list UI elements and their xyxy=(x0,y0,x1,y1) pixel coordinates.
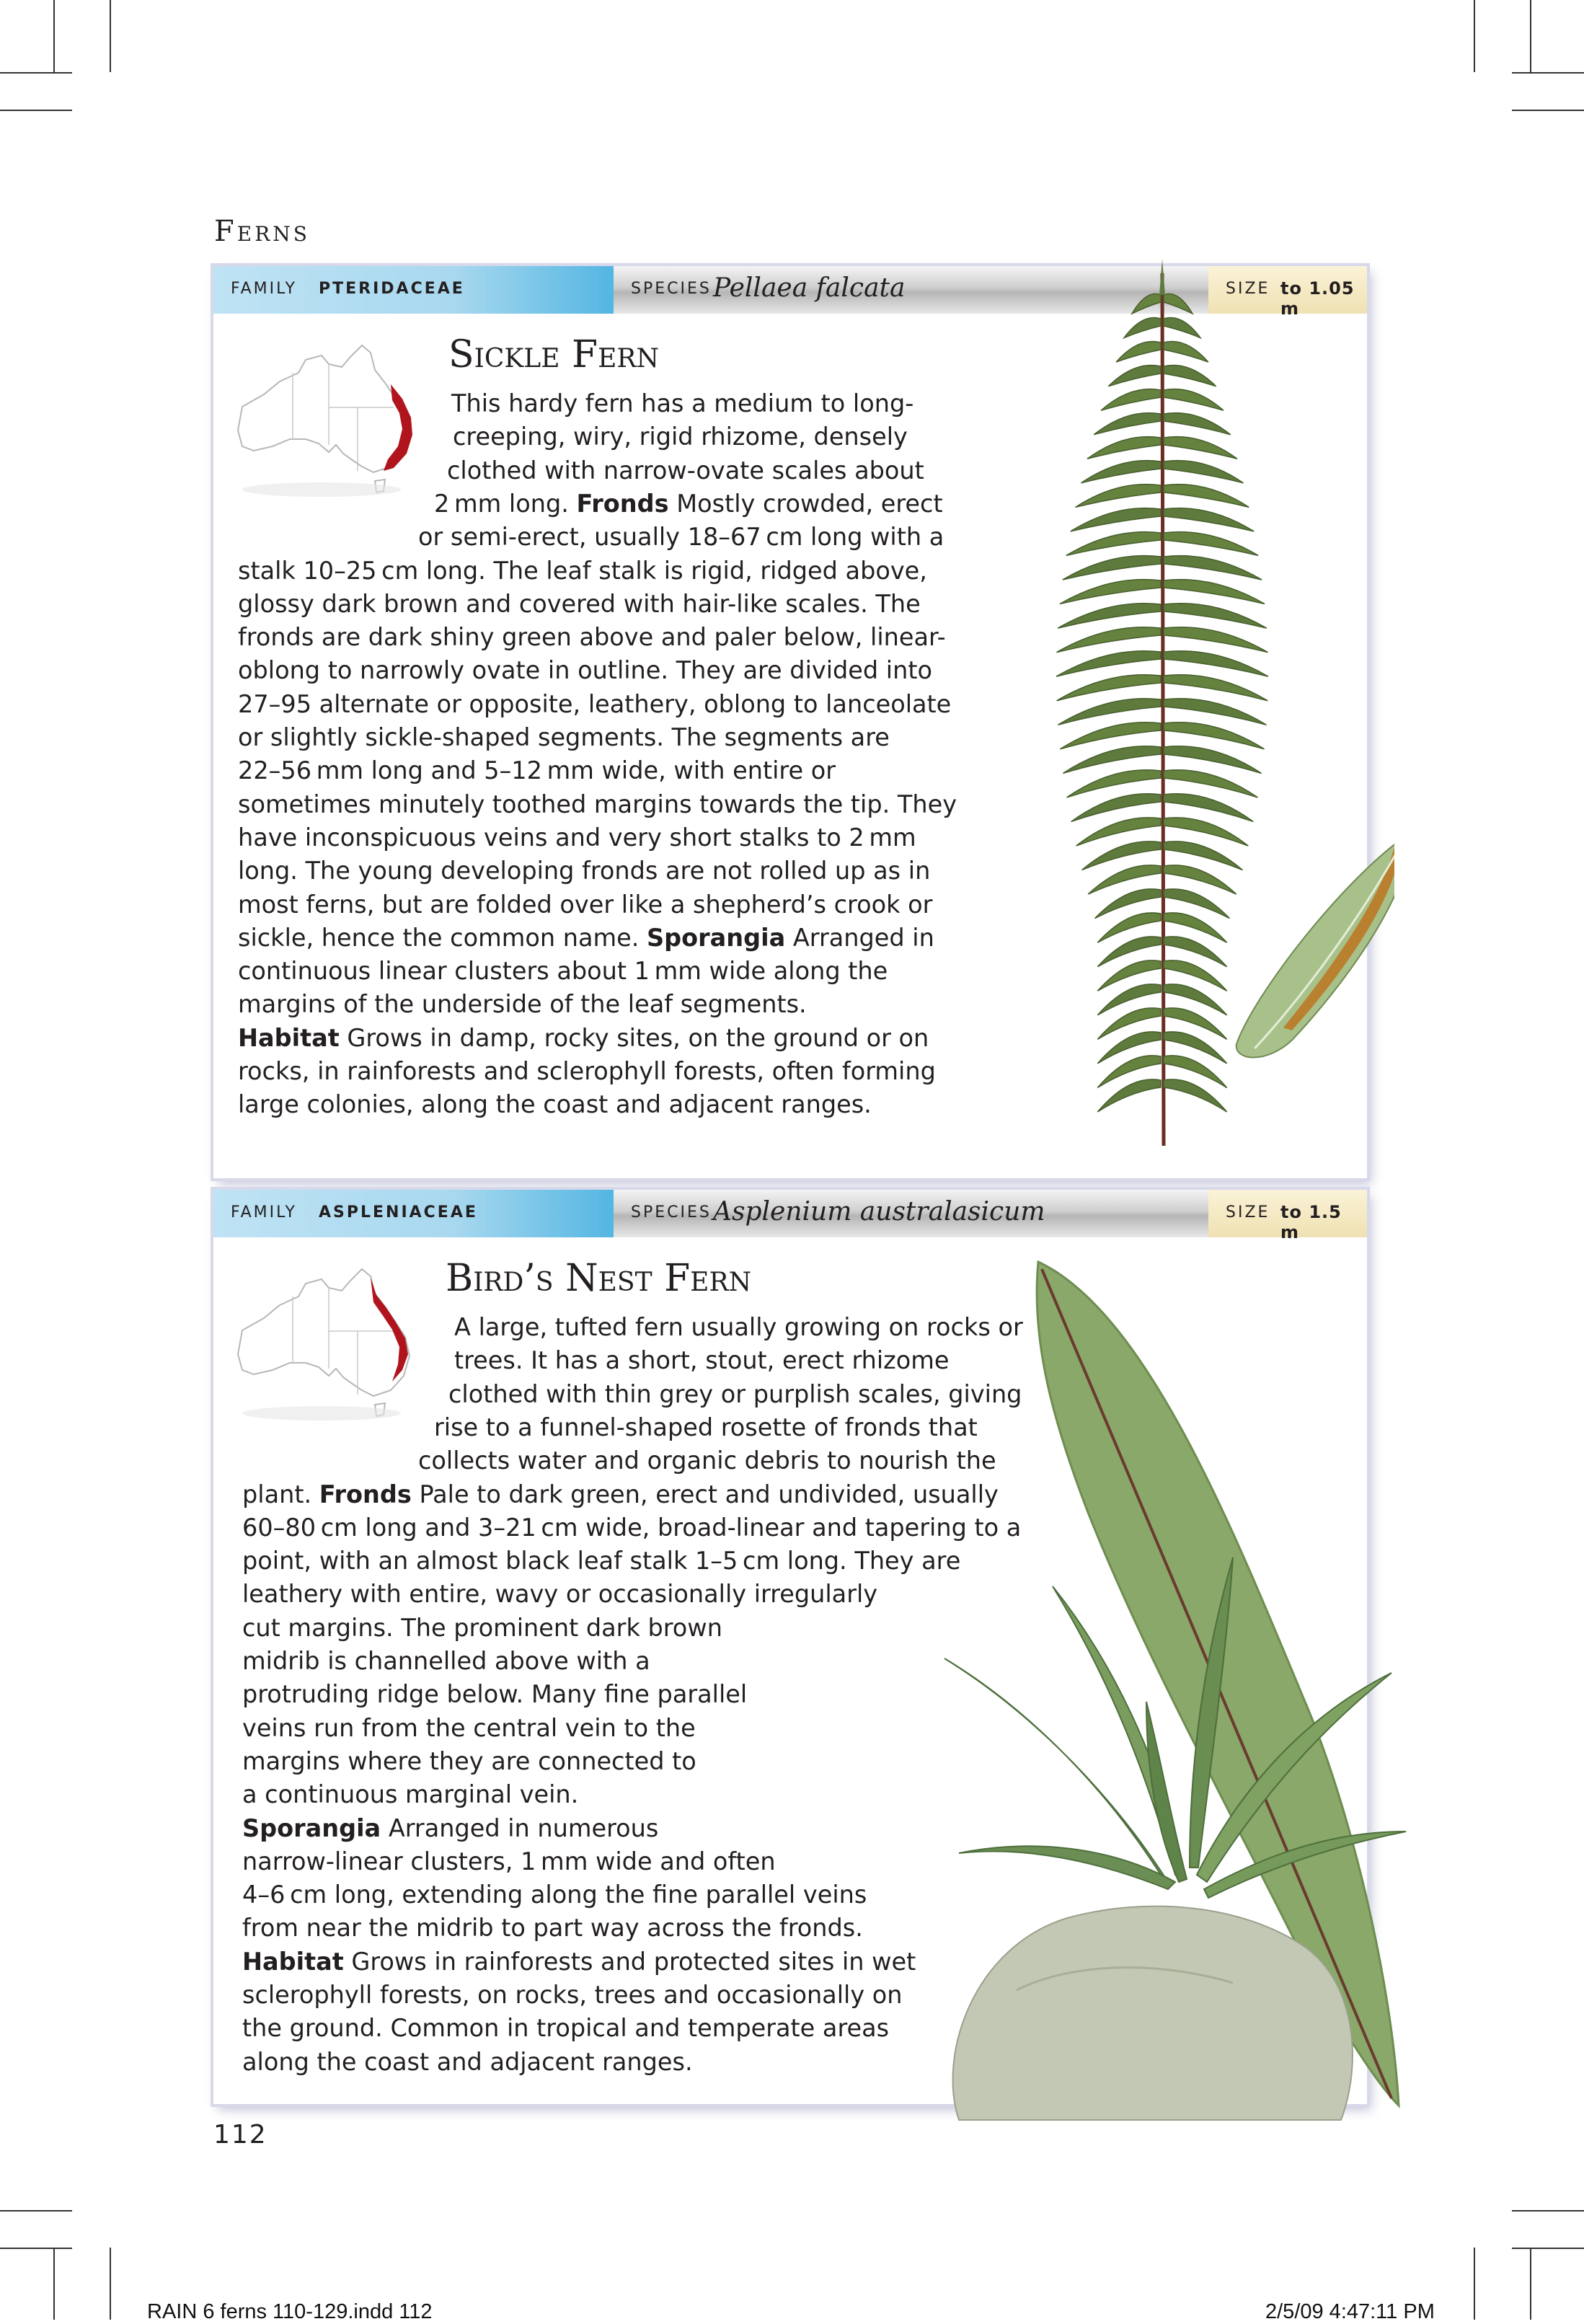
pinna xyxy=(1057,675,1161,701)
pinna xyxy=(1164,723,1265,749)
pinna xyxy=(1164,413,1231,435)
pinna xyxy=(1164,485,1249,508)
crop-mark xyxy=(1474,2248,1475,2320)
text-line: margins where they are connected to xyxy=(242,1746,696,1775)
pinna xyxy=(1063,746,1161,774)
text-line: collects water and organic debris to nourish the xyxy=(418,1446,996,1475)
pinna xyxy=(1057,627,1161,653)
text-line: stalk 10–25 cm long. The leaf stalk is rigid, ridged above, xyxy=(238,556,927,585)
pinna xyxy=(1164,342,1208,363)
crop-mark xyxy=(0,110,72,111)
text-line: leathery with entire, wavy or occasionally irregularly xyxy=(242,1580,878,1609)
text-line: a continuous marginal vein. xyxy=(242,1780,579,1809)
size-label: SIZE xyxy=(1226,280,1270,298)
text-line: cut margins. The prominent dark brown xyxy=(242,1613,722,1642)
running-head: Ferns xyxy=(214,215,310,248)
pinna xyxy=(1060,580,1161,604)
common-name: Bird’s Nest Fern xyxy=(446,1257,752,1300)
text-line: clothed with thin grey or purplish scales, giving xyxy=(448,1379,1022,1408)
pinna xyxy=(1164,604,1267,628)
text-line: Sporangia Arranged in numerous xyxy=(242,1813,659,1842)
pinna xyxy=(1076,485,1161,508)
text-line: plant. Fronds Pale to dark green, erect and undivided, usually xyxy=(242,1480,999,1508)
section-heading: Sporangia xyxy=(242,1813,381,1842)
pinna xyxy=(1058,604,1161,628)
pinna xyxy=(1164,556,1262,580)
text-line: or slightly sickle-shaped segments. The segments are xyxy=(238,723,890,751)
slug-filename: RAIN 6 ferns 110-129.indd 112 xyxy=(147,2300,433,2323)
text-line: creeping, wiry, rigid rhizome, densely xyxy=(453,423,908,451)
crop-mark xyxy=(1512,2248,1584,2249)
text-line: This hardy fern has a medium to long- xyxy=(451,389,914,417)
pinna xyxy=(1164,366,1216,386)
text-line: clothed with narrow-ovate scales about xyxy=(447,456,924,485)
text-line: from near the midrib to part way across the fronds. xyxy=(242,1914,863,1943)
crop-mark xyxy=(1474,0,1475,72)
species-card-sickle-fern xyxy=(213,266,1367,1178)
pinna xyxy=(1164,532,1258,556)
frond-tip xyxy=(1159,259,1165,295)
pinna xyxy=(1164,317,1200,337)
family-band xyxy=(213,266,614,314)
pinna xyxy=(1108,366,1161,386)
crop-mark xyxy=(53,2248,55,2320)
section-heading: Sporangia xyxy=(647,923,786,952)
text-line: continuous linear clusters about 1 mm wide along the xyxy=(238,957,888,986)
text-line: large colonies, along the coast and adjacent ranges. xyxy=(238,1090,872,1119)
birds-nest-fern-illustration xyxy=(930,1255,1420,2127)
species-label: SPECIES xyxy=(631,280,712,298)
classification-band xyxy=(213,1190,1367,1242)
pinna xyxy=(1060,723,1161,749)
crop-mark xyxy=(0,2210,72,2212)
crop-mark xyxy=(53,0,55,72)
text-line: rocks, in rainforests and sclerophyll forests, often forming xyxy=(238,1057,936,1085)
size-band xyxy=(1208,1190,1367,1242)
pinna xyxy=(1164,461,1244,483)
pinna xyxy=(1094,413,1161,435)
text-line: along the coast and adjacent ranges. xyxy=(242,2047,693,2076)
species-band xyxy=(614,1190,1208,1237)
text-line: sclerophyll forests, on rocks, trees and occasionally on xyxy=(242,1981,903,2009)
species-name: Pellaea falcata xyxy=(713,273,906,303)
segment-detail xyxy=(1227,816,1394,1077)
pinna xyxy=(1058,699,1161,725)
text-line: 4–6 cm long, extending along the fine parallel veins xyxy=(242,1881,867,1909)
pinna xyxy=(1164,675,1267,701)
pinna xyxy=(1164,508,1254,531)
text-line: 60–80 cm long and 3–21 cm wide, broad-linear and tapering to a xyxy=(242,1513,1022,1542)
family-name: PTERIDACEAE xyxy=(319,280,465,298)
slug-timestamp: 2/5/09 4:47:11 PM xyxy=(1265,2300,1435,2323)
text-line: Habitat Grows in damp, rocky sites, on the ground or on xyxy=(238,1023,929,1052)
text-line: most ferns, but are folded over like a shepherd’s crook or xyxy=(238,890,933,919)
pinna xyxy=(1164,437,1237,459)
pinna xyxy=(1097,1079,1161,1112)
map-shadow xyxy=(242,1406,401,1421)
text-line: protruding ridge below. Many fine parallel xyxy=(242,1680,748,1709)
text-line: oblong to narrowly ovate in outline. They are divided into xyxy=(238,656,932,685)
crop-mark xyxy=(110,2248,111,2320)
map-shadow xyxy=(242,482,401,497)
text-line: narrow-linear clusters, 1 mm wide and often xyxy=(242,1847,776,1875)
pinna xyxy=(1164,389,1224,411)
distribution-map-australia xyxy=(221,1262,415,1435)
size-label: SIZE xyxy=(1226,1203,1270,1221)
crop-mark xyxy=(1530,0,1531,72)
section-heading: Fronds xyxy=(319,1480,412,1508)
pinna xyxy=(1116,342,1161,363)
text-line: sickle, hence the common name. Sporangia Arranged in xyxy=(238,923,934,952)
pinna xyxy=(1081,461,1161,483)
australia-outline xyxy=(238,345,410,472)
pinna xyxy=(1066,532,1161,556)
text-line: A large, tufted fern usually growing on rocks or xyxy=(454,1313,1023,1341)
text-line: glossy dark brown and covered with hair-like scales. The xyxy=(238,589,921,618)
section-heading: Fronds xyxy=(576,489,669,518)
text-line: or semi-erect, usually 18–67 cm long with a xyxy=(418,523,944,552)
australia-outline xyxy=(238,1269,410,1396)
family-band xyxy=(213,1190,614,1237)
text-line: margins of the underside of the leaf segments. xyxy=(238,990,807,1019)
family-label: FAMILY xyxy=(231,1203,297,1221)
family-label: FAMILY xyxy=(231,280,297,298)
pinna xyxy=(1063,556,1161,580)
text-line: 22–56 mm long and 5–12 mm wide, with entire or xyxy=(238,756,836,785)
crop-mark xyxy=(1512,2210,1584,2212)
sickle-fern-illustration xyxy=(1005,252,1394,1153)
text-line: the ground. Common in tropical and temperate areas xyxy=(242,2014,890,2043)
crop-mark xyxy=(0,72,72,74)
text-line: 2 mm long. Fronds Mostly crowded, erect xyxy=(434,489,943,518)
common-name: Sickle Fern xyxy=(448,333,659,376)
section-heading: Habitat xyxy=(242,1947,344,1976)
pinna xyxy=(1164,293,1193,314)
section-heading: Habitat xyxy=(238,1023,340,1052)
crop-mark xyxy=(1512,72,1584,74)
species-label: SPECIES xyxy=(631,1203,712,1221)
text-line: trees. It has a short, stout, erect rhizome xyxy=(454,1346,950,1375)
pinna xyxy=(1056,651,1161,676)
species-name: Asplenium australasicum xyxy=(713,1197,1045,1227)
pinna xyxy=(1164,699,1267,725)
pinna xyxy=(1101,389,1161,411)
text-line: Habitat Grows in rainforests and protected sites in wet xyxy=(242,1947,916,1976)
crop-mark xyxy=(0,2248,72,2249)
text-line: fronds are dark shiny green above and paler below, linear- xyxy=(238,623,946,652)
text-line: veins run from the central vein to the xyxy=(242,1713,696,1742)
crop-mark xyxy=(1530,2248,1531,2320)
size-value: to 1.5 m xyxy=(1280,1202,1342,1242)
crop-mark xyxy=(110,0,111,72)
pinna xyxy=(1164,746,1262,774)
pinna xyxy=(1164,627,1267,653)
text-line: midrib is channelled above with a xyxy=(242,1647,650,1675)
text-line: point, with an almost black leaf stalk 1–5 cm long. They are xyxy=(242,1547,961,1576)
size-value: to 1.05 m xyxy=(1280,278,1355,319)
text-line: have inconspicuous veins and very short stalks to 2 mm xyxy=(238,823,916,852)
family-name: ASPLENIACEAE xyxy=(319,1203,478,1221)
text-line: 27–95 alternate or opposite, leathery, oblong to lanceolate xyxy=(238,689,952,718)
pinna xyxy=(1164,580,1265,604)
pinna xyxy=(1164,1079,1227,1112)
page-number: 112 xyxy=(213,2120,267,2150)
distribution-map-australia xyxy=(221,338,415,511)
text-line: sometimes minutely toothed margins towards the tip. They xyxy=(238,790,957,818)
pinna xyxy=(1087,437,1161,459)
pinna xyxy=(1124,317,1161,337)
pinna xyxy=(1132,293,1161,314)
text-line: long. The young developing fronds are not rolled up as in xyxy=(238,857,931,885)
pinna xyxy=(1071,508,1161,531)
text-line: rise to a funnel-shaped rosette of fronds that xyxy=(434,1413,978,1441)
pinna xyxy=(1164,651,1268,676)
crop-mark xyxy=(1512,110,1584,111)
